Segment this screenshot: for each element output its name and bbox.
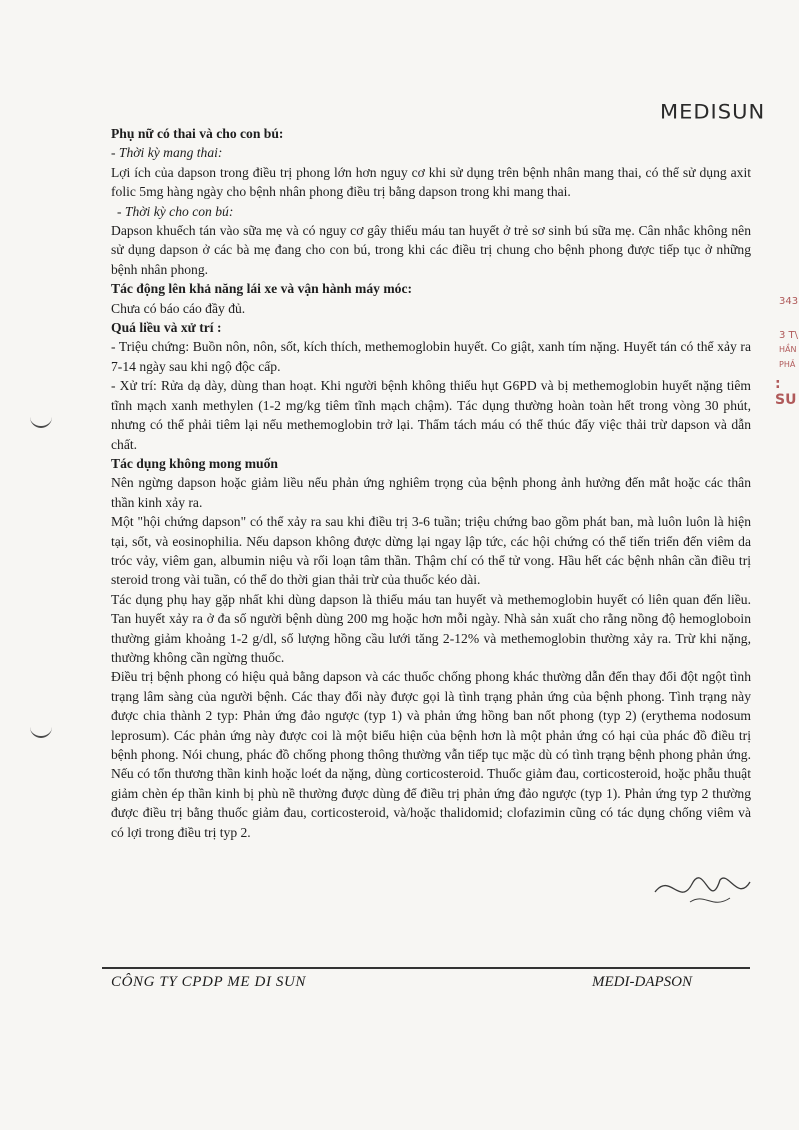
- paragraph: Nên ngừng dapson hoặc giảm liều nếu phản ứng nghiêm trọng của bệnh phong ảnh hưởng đến mắt hoặc các thân thần kinh xảy ra.: [111, 475, 751, 510]
- section-title-driving: Tác động lên khả năng lái xe và vận hành máy móc:: [111, 281, 413, 297]
- paragraph: Điều trị bệnh phong có hiệu quả bằng dapson và các thuốc chống phong khác thường dẫn đến thay đổi đột ngột tình trạng lâm sàng của người bệnh. Các thay đổi này được gọi là tình trạng phản ứng của bệnh phong. Tình trạng này được chia thành 2 typ: Phản ứng đảo ngược (typ 1) và phản ứng hồng ban nốt phong (typ 2) (erythema nodosum leprosum). Các phản ứng này được coi là một biểu hiện của bệnh hơn là một phản ứng có hại của phác đồ điều trị bệnh phong. Nói chung, phác đồ chống phong thông thường vẫn tiếp tục mặc dù có tình trạng bệnh phong phản ứng. Nếu có tổn thương thần kinh hoặc loét da nặng, dùng corticosteroid. Thuốc giảm đau, corticosteroid, hoặc phẫu thuật giảm chèn ép thần kinh bị phù nề thường được dùng để điều trị phản ứng đảo ngược (typ 1). Phản ứng typ 2 thường được điều trị bằng thuốc giảm đau, corticosteroid, và/hoặc thalidomid; clofazimin cũng có tác dụng chống viêm và có lợi trong điều trị typ 2.: [111, 669, 751, 840]
- stamp-fragment: 3 T\: [779, 330, 799, 341]
- stamp-fragment: : SU: [775, 376, 797, 408]
- section-title-pregnancy: Phụ nữ có thai và cho con bú:: [111, 126, 284, 141]
- footer-divider: [102, 967, 750, 969]
- punch-hole-mark: [30, 410, 52, 428]
- section-title-adverse: Tác dụng không mong muốn: [111, 455, 278, 471]
- footer-product: MEDI-DAPSON: [592, 974, 692, 990]
- paragraph: Chưa có báo cáo đầy đủ.: [111, 300, 246, 316]
- punch-hole-mark: [30, 720, 52, 738]
- stamp-fragment: PHẢ: [779, 360, 796, 369]
- paragraph: Dapson khuếch tán vào sữa mẹ và có nguy cơ gây thiếu máu tan huyết ở trẻ sơ sinh bú sữa mẹ. Cân nhắc không nên sử dụng dapson ở các bà mẹ đang cho con bú, trong khi các điều trị chung cho bệnh phong được tiếp tục ở những bệnh nhân phong.: [111, 223, 751, 277]
- subheading-breastfeeding: - Thời kỳ cho con bú:: [117, 203, 234, 219]
- paragraph: Tác dụng phụ hay gặp nhất khi dùng dapson là thiếu máu tan huyết và methemoglobin huyết có liên quan đến liều. Tan huyết xảy ra ở đa số người bệnh dùng 200 mg hoặc hơn mỗi ngày. Nhà sản xuất cho rằng nồng độ hemogloboin thường giảm khoảng 1-2 g/dl, số lượng hồng cầu lưới tăng 2-12% và methemoglobin thường xảy ra. Trừ khi nặng, thường không cần ngừng thuốc.: [111, 591, 751, 665]
- stamp-fragment: HẦN: [779, 345, 797, 354]
- footer-company: CÔNG TY CPDP ME DI SUN: [111, 974, 307, 990]
- medisun-logo: MEDISUN: [660, 100, 766, 124]
- paragraph: Một "hội chứng dapson" có thể xảy ra sau khi điều trị 3-6 tuần; triệu chứng bao gồm phát ban, mà luôn luôn là hiện tại, sốt, và eosinophilia. Nếu dapson không được dừng lại ngay lập tức, các hội chứng có thể tiến triển đến viêm da tróc vảy, viêm gan, albumin niệu và rối loạn tâm thần. Thậm chí có thể tử vong. Hầu hết các bệnh nhân cần điều trị steroid trong vài tuần, có thể do thời gian thải trừ của thuốc kéo dài.: [111, 514, 751, 588]
- paragraph: - Triệu chứng: Buồn nôn, nôn, sốt, kích thích, methemoglobin huyết. Co giật, xanh tím nặng. Huyết tán có thể xảy ra 7-14 ngày sau khi ngộ độc cấp.: [111, 339, 751, 374]
- document-body: [111, 124, 751, 842]
- paragraph: Lợi ích của dapson trong điều trị phong lớn hơn nguy cơ khi sử dụng trên bệnh nhân mang thai, có thể sử dụng axit folic 5mg hàng ngày cho bệnh nhân phong điều trị bằng dapson trong khi mang thai.: [111, 164, 751, 200]
- paragraph: - Xử trí: Rửa dạ dày, dùng than hoạt. Khi người bệnh không thiếu hụt G6PD và bị methemoglobin huyết nặng tiêm tĩnh mạch xanh methylen (1-2 mg/kg tiêm tĩnh mạch chậm). Tác dụng thường hoàn toàn hết trong vòng 30 phút, nhưng có thể phải tiêm lại nếu methemoglobin trở lại. Thẩm tách máu có thể thúc đẩy việc thải trừ dapson và dẫn chất.: [111, 378, 751, 452]
- subheading-pregnancy: - Thời kỳ mang thai:: [111, 145, 223, 161]
- section-title-overdose: Quá liều và xử trí :: [111, 320, 222, 336]
- handwritten-signature: [650, 862, 760, 922]
- stamp-fragment: 343: [779, 296, 799, 307]
